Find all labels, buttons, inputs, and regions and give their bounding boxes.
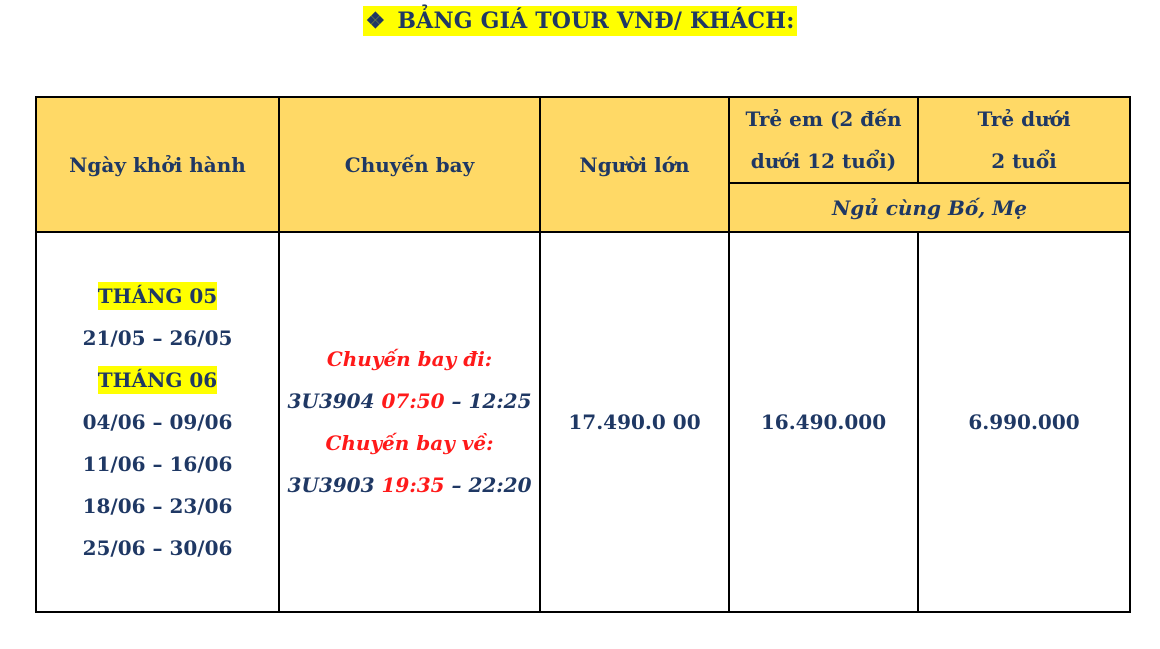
month-badge-05: THÁNG 05 bbox=[97, 284, 218, 308]
diamond-bullet-icon: ❖ bbox=[365, 8, 386, 34]
departure-dates-cell bbox=[36, 232, 279, 612]
date-range: 04/06 – 09/06 bbox=[82, 410, 233, 434]
page-title-text: BẢNG GIÁ TOUR VNĐ/ KHÁCH: bbox=[397, 8, 795, 34]
return-label: Chuyến bay về: bbox=[325, 431, 494, 455]
page-title bbox=[363, 6, 796, 36]
return-code: 3U3903 bbox=[287, 473, 375, 497]
price-child: 16.490.000 bbox=[729, 232, 918, 612]
outbound-depart: 07:50 bbox=[381, 389, 445, 413]
date-range: 21/05 – 26/05 bbox=[82, 326, 233, 350]
date-range: 18/06 – 23/06 bbox=[82, 494, 233, 518]
header-flight: Chuyến bay bbox=[279, 97, 540, 232]
header-adult: Người lớn bbox=[540, 97, 729, 232]
title-wrap bbox=[0, 6, 1160, 36]
header-child-line2: dưới 12 tuổi) bbox=[750, 149, 897, 173]
date-range: 25/06 – 30/06 bbox=[82, 536, 233, 560]
price-adult: 17.490.0 00 bbox=[540, 232, 729, 612]
header-infant-line1: Trẻ dưới bbox=[977, 107, 1071, 131]
return-arrive: – 22:20 bbox=[451, 473, 532, 497]
header-child-line1: Trẻ em (2 đến bbox=[745, 107, 902, 131]
flights-cell bbox=[279, 232, 540, 612]
header-infant bbox=[918, 97, 1130, 183]
date-range: 11/06 – 16/06 bbox=[82, 452, 233, 476]
month-badge-06: THÁNG 06 bbox=[97, 368, 218, 392]
return-depart: 19:35 bbox=[381, 473, 445, 497]
outbound-label: Chuyến bay đi: bbox=[326, 347, 493, 371]
price-infant: 6.990.000 bbox=[918, 232, 1130, 612]
table-row bbox=[36, 232, 1130, 612]
outbound-code: 3U3904 bbox=[287, 389, 375, 413]
header-row-top bbox=[36, 97, 1130, 183]
price-table bbox=[35, 96, 1131, 613]
header-date: Ngày khởi hành bbox=[36, 97, 279, 232]
header-infant-line2: 2 tuổi bbox=[991, 149, 1057, 173]
header-sleep-note: Ngủ cùng Bố, Mẹ bbox=[729, 183, 1130, 232]
outbound-line bbox=[280, 380, 539, 422]
outbound-arrive: – 12:25 bbox=[451, 389, 532, 413]
return-line bbox=[280, 464, 539, 506]
header-child bbox=[729, 97, 918, 183]
